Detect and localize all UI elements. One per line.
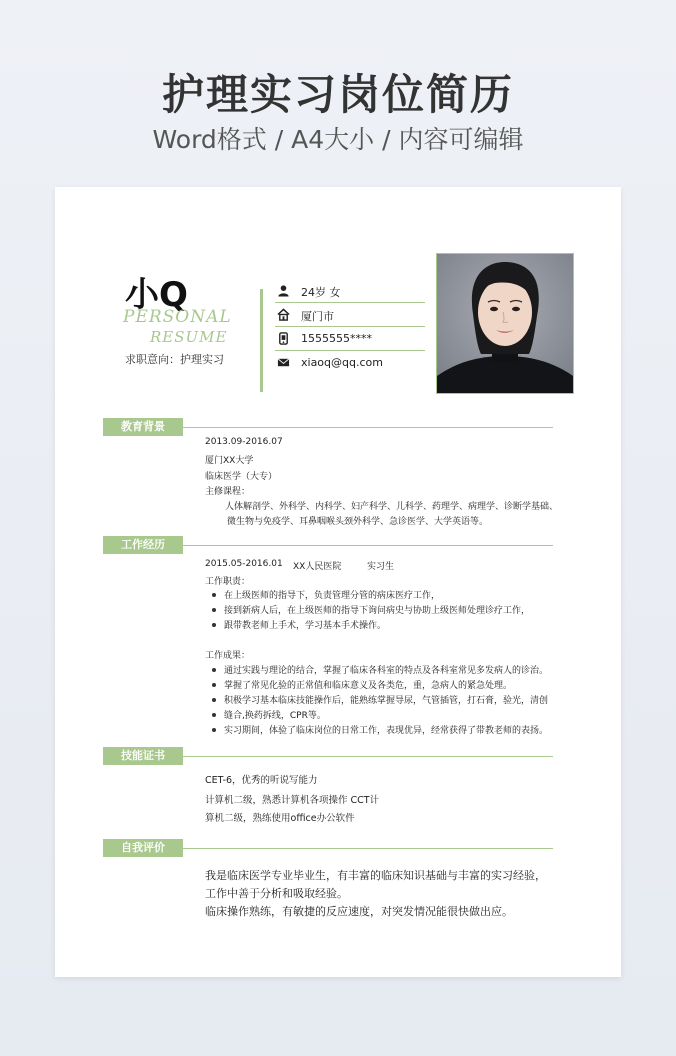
phone-icon <box>277 332 290 345</box>
contact-text: 厦门市 <box>301 310 334 323</box>
education-major: 临床医学（大专） <box>205 472 278 482</box>
work-achievement-item: 实习期间，体验了临床岗位的日常工作，表现优异，经常获得了带教老师的表扬。 <box>224 726 549 736</box>
bullet-dot <box>212 713 216 717</box>
bullet-dot <box>212 728 216 732</box>
skill-item: CET-6，优秀的听说写能力 <box>205 775 318 786</box>
candidate-name: 小Q <box>125 275 188 315</box>
education-courses-line: 微生物与免疫学、耳鼻咽喉头颈外科学、急诊医学、大学英语等。 <box>227 517 489 527</box>
contact-phone <box>275 328 425 351</box>
contact-city <box>275 304 425 327</box>
section-title-work: 工作经历 <box>103 536 183 554</box>
section-title-skills: 技能证书 <box>103 747 183 765</box>
work-company: XX人民医院 <box>293 562 342 572</box>
resume-label: RESUME <box>150 328 228 346</box>
work-duty-item: 接到新病人后，在上级医师的指导下询问病史与协助上级医师处理诊疗工作， <box>224 606 531 616</box>
contact-text: xiaoq@qq.com <box>301 356 383 369</box>
work-period: 2015.05-2016.01 <box>205 559 283 569</box>
skill-item: 计算机二级，熟悉计算机各项操作 CCT计 <box>205 795 380 806</box>
contact-email <box>275 352 425 374</box>
evaluation-line: 工作中善于分析和吸取经验。 <box>205 887 348 900</box>
section-title-evaluation: 自我评价 <box>103 839 183 857</box>
contact-text: 24岁 女 <box>301 286 341 299</box>
user-icon <box>277 284 290 297</box>
home-icon <box>277 308 290 321</box>
bullet-dot <box>212 593 216 597</box>
work-duties-label: 工作职责： <box>205 577 251 587</box>
resume-page <box>55 187 621 977</box>
contact-text: 1555555**** <box>301 332 372 345</box>
work-achievement-item: 通过实践与理论的结合，掌握了临床各科室的特点及各科室常见多发病人的诊治。 <box>224 666 549 676</box>
bullet-dot <box>212 623 216 627</box>
work-achievement-item: 掌握了常见化验的正常值和临床意义及各类危，重，急病人的紧急处理。 <box>224 681 513 691</box>
work-position: 实习生 <box>367 562 395 572</box>
work-duty-item: 跟带教老师上手术，学习基本手术操作。 <box>224 621 387 631</box>
contact-age-gender <box>275 280 425 303</box>
work-achievement-item: 缝合,换药拆线，CPR等。 <box>224 711 326 721</box>
profile-photo <box>436 253 574 394</box>
education-courses-line: 人体解剖学、外科学、内科学、妇产科学、儿科学、药理学、病理学、诊断学基础、 <box>225 502 559 512</box>
mail-icon <box>277 356 290 369</box>
personal-label: PERSONAL <box>123 307 232 327</box>
banner-subtitle: Word格式 / A4大小 / 内容可编辑 <box>152 125 524 154</box>
work-duty-item: 在上级医师的指导下，负责管理分管的病床医疗工作， <box>224 591 441 601</box>
bullet-dot <box>212 683 216 687</box>
skill-item: 算机二级，熟练使用office办公软件 <box>205 813 355 824</box>
work-achievement-item: 积极学习基本临床技能操作后，能熟练掌握导尿，气管插管，打石膏，验光，清创 <box>224 696 549 706</box>
bullet-dot <box>212 668 216 672</box>
evaluation-line: 临床操作熟练，有敏捷的反应速度，对突发情况能很快做出应。 <box>205 905 513 918</box>
education-period: 2013.09-2016.07 <box>205 437 283 447</box>
section-title-education: 教育背景 <box>103 418 183 436</box>
work-achievements-label: 工作成果： <box>205 651 251 661</box>
header-divider <box>260 289 263 392</box>
job-intention: 求职意向：护理实习 <box>125 353 224 366</box>
education-courses-label: 主修课程： <box>205 487 251 497</box>
education-school: 厦门XX大学 <box>205 456 254 466</box>
evaluation-line: 我是临床医学专业毕业生，有丰富的临床知识基础与丰富的实习经验， <box>205 869 546 882</box>
bullet-dot <box>212 698 216 702</box>
banner-title: 护理实习岗位简历 <box>161 70 514 119</box>
bullet-dot <box>212 608 216 612</box>
portrait-image <box>437 254 573 393</box>
